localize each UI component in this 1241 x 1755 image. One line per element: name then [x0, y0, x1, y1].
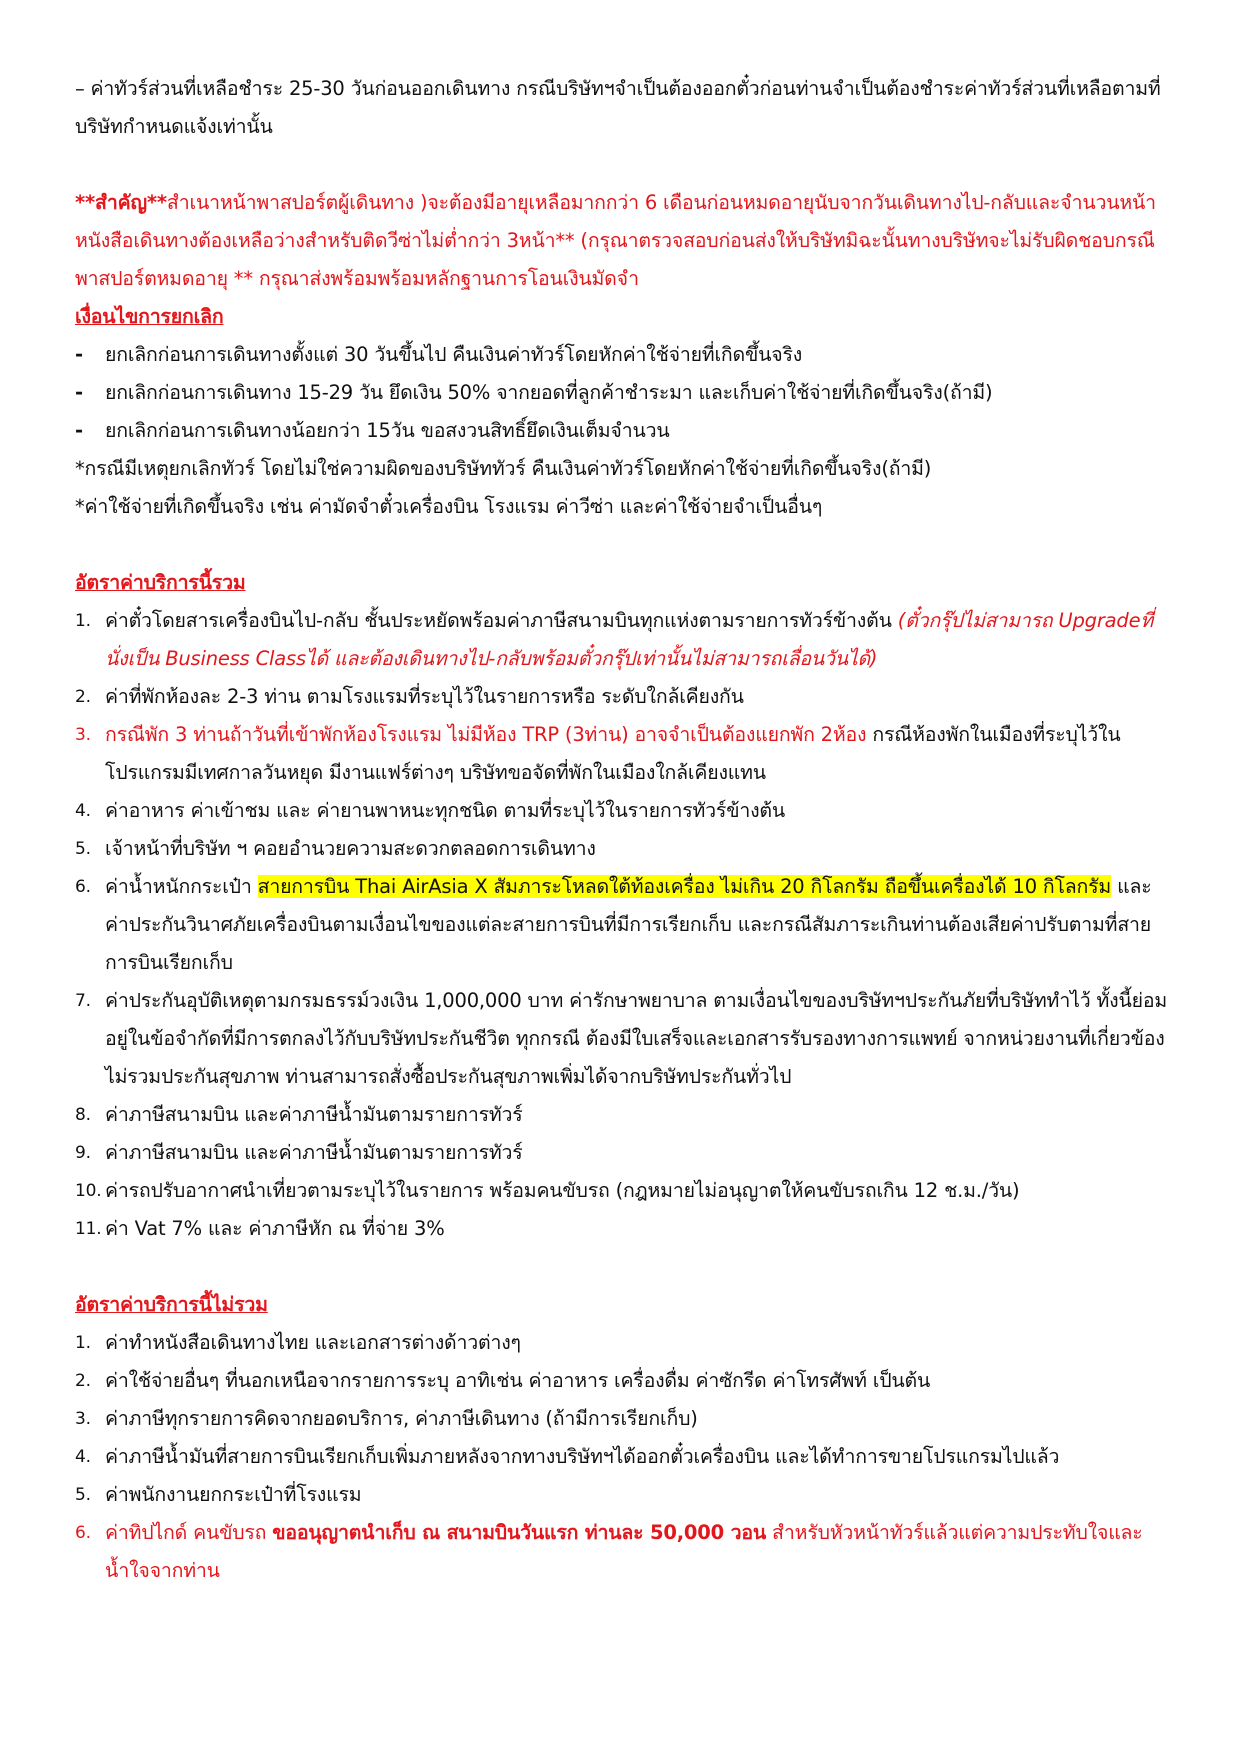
spacer: [75, 526, 1170, 564]
spacer: [75, 146, 1170, 184]
item-number: 2.: [75, 687, 91, 707]
important-prefix: **สำคัญ**: [75, 191, 167, 214]
list-item: [75, 1172, 1170, 1210]
list-item: [75, 1514, 1170, 1590]
list-item-text: ค่าใช้จ่ายอื่นๆ ที่นอกเหนือจากรายการระบุ อาทิเช่น ค่าอาหาร เครื่องดื่ม ค่าซักรีด ค่าโทรศัพท์ เป็นต้น: [105, 1369, 931, 1392]
dash-marker: -: [75, 419, 83, 442]
list-item-text: กรณีห้องพักในเมืองที่ระบุไว้ในโปรแกรมมีเทศกาลวันหยุด มีงานแฟร์ต่างๆ บริษัทขอจัดที่พักในเมืองใกล้เคียงแทน: [105, 723, 1121, 784]
list-item: [75, 412, 1170, 450]
important-note: [75, 184, 1170, 298]
list-item-text: ค่าทำหนังสือเดินทางไทย และเอกสารต่างด้าวต่างๆ: [105, 1331, 521, 1354]
list-item: [75, 792, 1170, 830]
item-number: 5.: [75, 839, 91, 859]
item-number: 3.: [75, 725, 91, 745]
list-item-text: ยกเลิกก่อนการเดินทางตั้งแต่ 30 วันขึ้นไป คืนเงินค่าทัวร์โดยหักค่าใช้จ่ายที่เกิดขึ้นจริง: [105, 343, 803, 366]
list-item-text: ค่ารถปรับอากาศนำเที่ยวตามระบุไว้ในรายการ พร้อมคนขับรถ (กฎหมายไม่อนุญาตให้คนขับรถเกิน 12 ช.ม./วัน): [105, 1179, 1020, 1202]
item-number: 9.: [75, 1143, 91, 1163]
list-item: [75, 1096, 1170, 1134]
item-number: 4.: [75, 801, 91, 821]
baggage-allowance-highlight: สายการบิน Thai AirAsia X สัมภาระโหลดใต้ท้องเครื่อง ไม่เกิน 20 กิโลกรัม ถือขึ้นเครื่องได้ 10 กิโลกรัม: [257, 875, 1112, 898]
list-item: [75, 1134, 1170, 1172]
item-number: 7.: [75, 991, 91, 1011]
list-item-text: ค่า Vat 7% และ ค่าภาษีหัก ณ ที่จ่าย 3%: [105, 1217, 445, 1240]
list-item-text: ยกเลิกก่อนการเดินทางน้อยกว่า 15วัน ขอสงวนสิทธิ์ยึดเงินเต็มจำนวน: [105, 419, 670, 442]
included-list: [75, 602, 1170, 1248]
list-item: [75, 678, 1170, 716]
item-number: 1.: [75, 611, 91, 631]
dash-marker: -: [75, 343, 83, 366]
list-item: [75, 336, 1170, 374]
list-item: [75, 1210, 1170, 1248]
item-number: 5.: [75, 1485, 91, 1505]
list-item-text: ค่าตั๋วโดยสารเครื่องบินไป-กลับ ชั้นประหยัดพร้อมค่าภาษีสนามบินทุกแห่งตามรายการทัวร์ข้างต้น: [105, 609, 898, 632]
item-number: 3.: [75, 1409, 91, 1429]
list-item-text: และค่าประกันวินาศภัยเครื่องบินตามเงื่อนไขของแต่ละสายการบินที่มีการเรียกเก็บ และกรณีสัมภาระเกินท่านต้องเสียค่าปรับตามที่สายการบินเรียกเก็บ: [105, 875, 1152, 974]
excluded-heading: อัตราค่าบริการนี้ไม่รวม: [75, 1293, 268, 1316]
list-item: [75, 374, 1170, 412]
list-item-text: ค่าประกันอุบัติเหตุตามกรมธรรม์วงเงิน 1,000,000 บาท ค่ารักษาพยาบาล ตามเงื่อนไขของบริษัทฯประกันภัยที่บริษัททำไว้ ทั้งนี้ย่อมอยู่ในข้อจำกัดที่มีการตกลงไว้กับบริษัทประกันชีวิต ทุกกรณี ต้องมีใบเสร็จและเอกสารรับรองทางการแพทย์ จากหน่วยงานที่เกี่ยวข้อง ไม่รวมประกันสุขภาพ ท่านสามารถสั่งซื้อประกันสุขภาพเพิ่มได้จากบริษัทประกันทั่วไป: [105, 989, 1168, 1088]
cancellation-heading: เงื่อนไขการยกเลิก: [75, 305, 224, 328]
list-item-text: ค่าภาษีทุกรายการคิดจากยอดบริการ, ค่าภาษีเดินทาง (ถ้ามีการเรียกเก็บ): [105, 1407, 698, 1430]
included-heading: อัตราค่าบริการนี้รวม: [75, 571, 246, 594]
list-item-text: ค่าภาษีน้ำมันที่สายการบินเรียกเก็บเพิ่มภายหลังจากทางบริษัทฯได้ออกตั๋วเครื่องบิน และได้ทำการขายโปรแกรมไปแล้ว: [105, 1445, 1060, 1468]
ticket-condition-note: (ตั๋วกรุ๊ปไม่สามารถ Upgradeที่นั่งเป็น Business Classได้ และต้องเดินทางไป-กลับพร้อมตั๋วกรุ๊ปเท่านั้นไม่สามารถเลื่อนวันได้): [105, 609, 1154, 670]
payment-note: – ค่าทัวร์ส่วนที่เหลือชำระ 25-30 วันก่อนออกเดินทาง กรณีบริษัทฯจำเป็นต้องออกตั๋วก่อนท่านจำเป็นต้องชำระค่าทัวร์ส่วนที่เหลือตามที่บริษัทกำหนดแจ้งเท่านั้น: [75, 77, 1161, 138]
item-number: 8.: [75, 1105, 91, 1125]
list-item-text: ค่าน้ำหนักกระเป๋า: [105, 875, 258, 898]
list-item-text: ค่าอาหาร ค่าเข้าชม และ ค่ายานพาหนะทุกชนิด ตามที่ระบุไว้ในรายการทัวร์ข้างต้น: [105, 799, 786, 822]
item-number: 2.: [75, 1371, 91, 1391]
list-item-text: ค่าภาษีสนามบิน และค่าภาษีน้ำมันตามรายการทัวร์: [105, 1141, 523, 1164]
item-number: 6.: [75, 877, 91, 897]
excluded-list: [75, 1324, 1170, 1590]
list-item: [75, 982, 1170, 1096]
list-item: [75, 830, 1170, 868]
list-item: [75, 602, 1170, 678]
list-item-text: สำหรับหัวหน้าทัวร์แล้วแต่ความประทับใจและน้ำใจจากท่าน: [105, 1521, 1143, 1582]
list-item-text: ค่าพนักงานยกกระเป๋าที่โรงแรม: [105, 1483, 362, 1506]
list-item-text: ยกเลิกก่อนการเดินทาง 15-29 วัน ยึดเงิน 50% จากยอดที่ลูกค้าชำระมา และเก็บค่าใช้จ่ายที่เกิดขึ้นจริง(ถ้ามี): [105, 381, 993, 404]
triple-room-note: กรณีพัก 3 ท่านถ้าวันที่เข้าพักห้องโรงแรม ไม่มีห้อง TRP (3ท่าน) อาจจำเป็นต้องแยกพัก 2ห้อง: [105, 723, 867, 746]
list-item-text: ค่าภาษีสนามบิน และค่าภาษีน้ำมันตามรายการทัวร์: [105, 1103, 523, 1126]
list-item: [75, 868, 1170, 982]
item-number: 11.: [75, 1219, 102, 1239]
tip-amount-note: ขออนุญาตนำเก็บ ณ สนามบินวันแรก ท่านละ 50,000 วอน: [272, 1521, 767, 1544]
dash-marker: -: [75, 381, 83, 404]
list-item-text: เจ้าหน้าที่บริษัท ฯ คอยอำนวยความสะดวกตลอดการเดินทาง: [105, 837, 596, 860]
list-item: [75, 1400, 1170, 1438]
important-text: สำเนาหน้าพาสปอร์ตผู้เดินทาง )จะต้องมีอายุเหลือมากกว่า 6 เดือนก่อนหมดอายุนับจากวันเดินทางไป-กลับและจำนวนหน้าหนังสือเดินทางต้องเหลือว่างสำหรับติดวีซ่าไม่ต่ำกว่า 3หน้า** (กรุณาตรวจสอบก่อนส่งให้บริษัทมิฉะนั้นทางบริษัทจะไม่รับผิดชอบกรณีพาสปอร์ตหมดอายุ ** กรุณาส่งพร้อมพร้อมหลักฐานการโอนเงินมัดจำ: [75, 191, 1156, 290]
list-item-text: ค่าทิปไกด์ คนขับรถ: [105, 1521, 273, 1544]
cancellation-note: *ค่าใช้จ่ายที่เกิดขึ้นจริง เช่น ค่ามัดจำตั๋วเครื่องบิน โรงแรม ค่าวีซ่า และค่าใช้จ่ายจำเป็นอื่นๆ: [75, 495, 823, 518]
list-item: [75, 1362, 1170, 1400]
item-number: 4.: [75, 1447, 91, 1467]
list-item: [75, 1324, 1170, 1362]
item-number: 6.: [75, 1523, 91, 1543]
spacer: [75, 1248, 1170, 1286]
list-item: [75, 716, 1170, 792]
cancellation-list: [75, 336, 1170, 450]
list-item: [75, 1476, 1170, 1514]
document-page: [75, 70, 1170, 1590]
item-number: 1.: [75, 1333, 91, 1353]
list-item-text: ค่าที่พักห้องละ 2-3 ท่าน ตามโรงแรมที่ระบุไว้ในรายการหรือ ระดับใกล้เคียงกัน: [105, 685, 744, 708]
cancellation-note: *กรณีมีเหตุยกเลิกทัวร์ โดยไม่ใช่ความผิดของบริษัททัวร์ คืนเงินค่าทัวร์โดยหักค่าใช้จ่ายที่เกิดขึ้นจริง(ถ้ามี): [75, 457, 932, 480]
item-number: 10.: [75, 1181, 102, 1201]
list-item: [75, 1438, 1170, 1476]
